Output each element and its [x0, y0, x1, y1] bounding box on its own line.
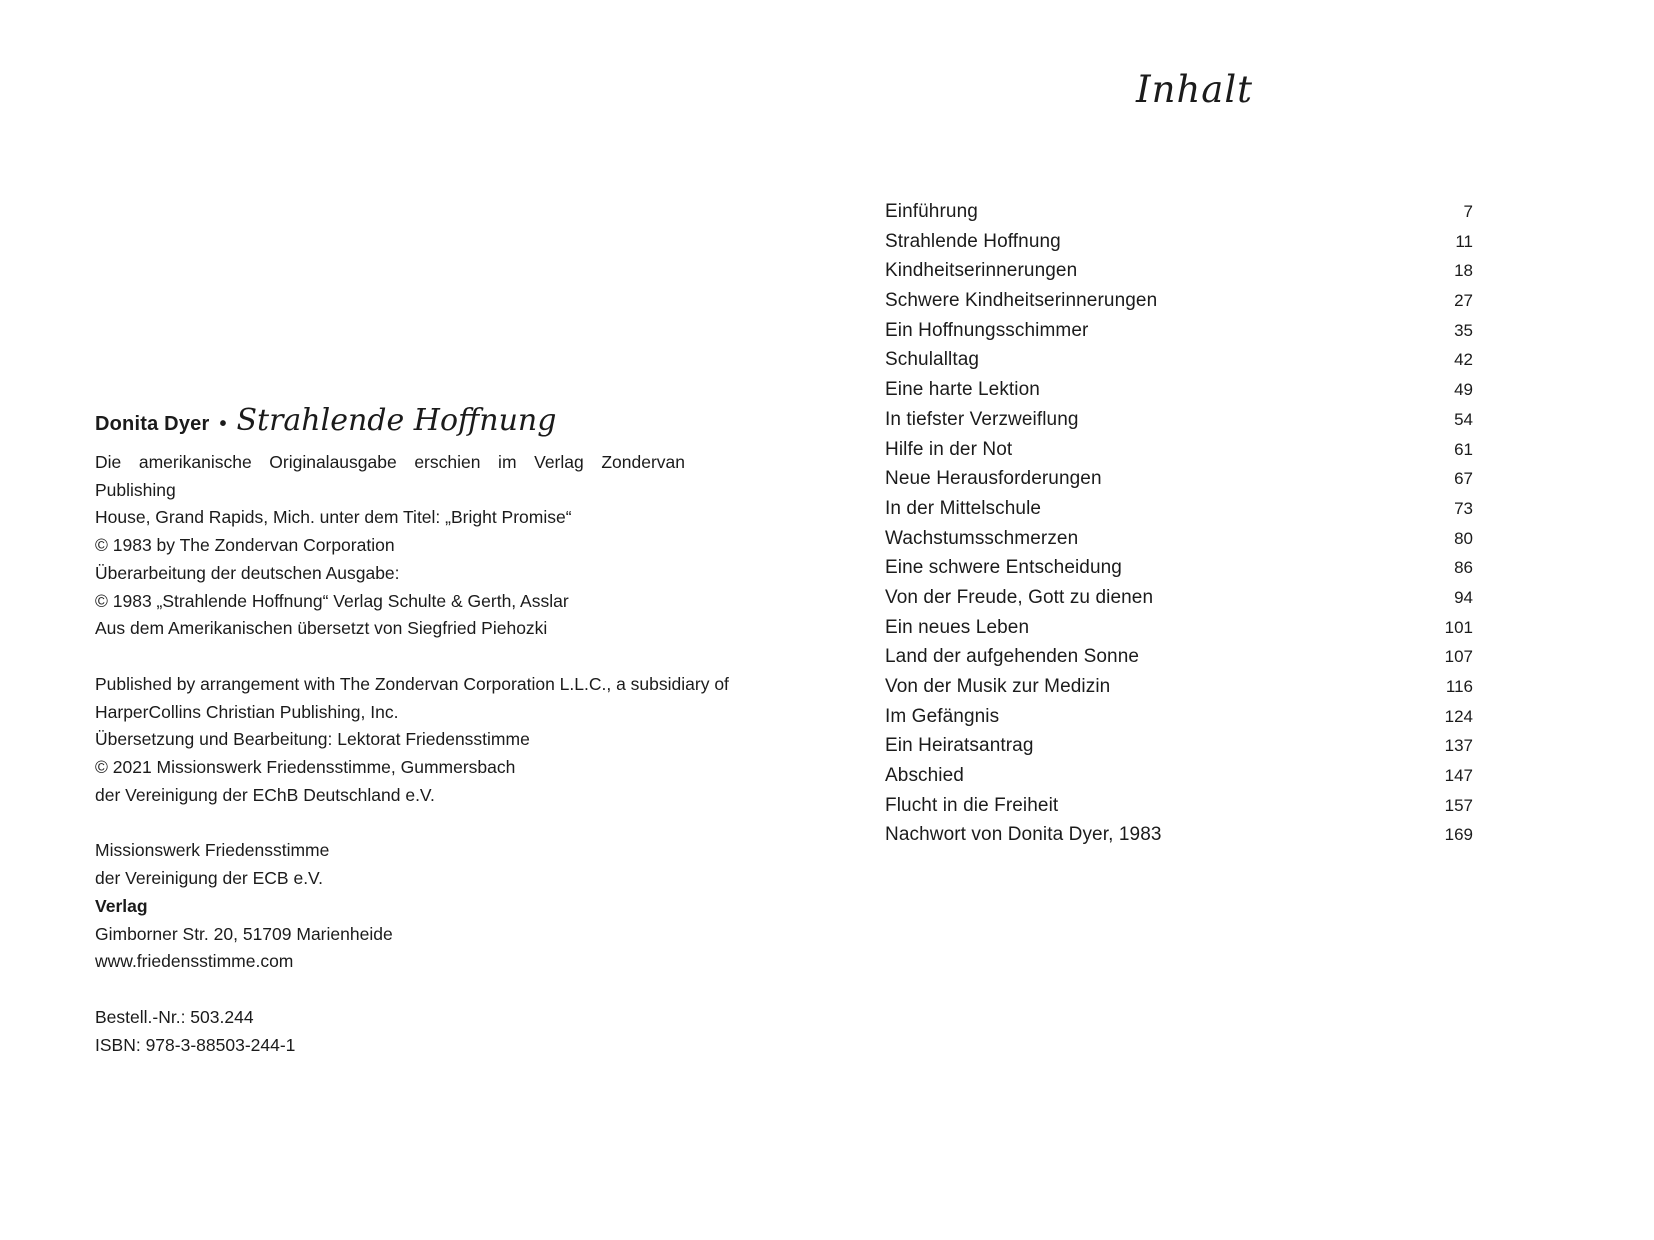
toc-row [885, 409, 1473, 439]
order-block [95, 1004, 685, 1059]
publisher-association: der Vereinigung der ECB e.V. [95, 868, 323, 889]
toc-entry-page: 137 [1444, 736, 1473, 756]
toc-entry-page: 124 [1444, 706, 1473, 726]
imprint-page [95, 403, 729, 1059]
toc-entry-title: Kindheitserinnerungen [885, 260, 1078, 282]
toc-entry-page: 11 [1455, 231, 1473, 251]
toc-row [885, 676, 1473, 706]
toc-entry-page: 54 [1454, 409, 1473, 429]
imprint-line: © 1983 by The Zondervan Corporation [95, 535, 395, 556]
publisher-address: Gimborner Str. 20, 51709 Marienheide [95, 923, 393, 944]
toc-row [885, 379, 1473, 409]
toc-row [885, 201, 1473, 231]
toc-entry-title: Neue Herausforderungen [885, 468, 1102, 490]
toc-entry-title: Nachwort von Donita Dyer, 1983 [885, 824, 1162, 846]
toc-row [885, 468, 1473, 498]
toc-entry-page: 42 [1454, 350, 1473, 370]
toc-entry-title: Von der Freude, Gott zu dienen [885, 586, 1154, 608]
toc-row [885, 824, 1473, 854]
toc-entry-page: 80 [1454, 528, 1473, 548]
publisher-website: www.friedensstimme.com [95, 951, 294, 972]
imprint-line: © 2021 Missionswerk Friedensstimme, Gummersbach [95, 757, 516, 778]
arrangement-block [95, 671, 729, 810]
toc-entry-page: 157 [1444, 795, 1473, 815]
toc-row [885, 617, 1473, 647]
toc-entry-title: Flucht in die Freiheit [885, 794, 1059, 816]
imprint-line: Überarbeitung der deutschen Ausgabe: [95, 562, 400, 583]
publisher-block [95, 837, 685, 976]
toc-entry-title: Eine schwere Entscheidung [885, 557, 1122, 579]
toc-entry-title: Von der Musik zur Medizin [885, 676, 1111, 697]
imprint-line: Published by arrangement with The Zondervan Corporation L.L.C., a subsidiary of [95, 673, 729, 694]
toc-entry-page: 61 [1454, 439, 1473, 459]
imprint-line: der Vereinigung der EChB Deutschland e.V. [95, 784, 435, 805]
toc-entry-page: 107 [1444, 647, 1473, 667]
toc-entry-page: 101 [1444, 617, 1473, 637]
toc-entry-title: In der Mittelschule [885, 497, 1042, 519]
toc-entry-title: Strahlende Hoffnung [885, 230, 1061, 252]
toc-entry-page: 27 [1454, 291, 1473, 311]
toc-entry-page: 67 [1454, 469, 1473, 489]
toc-row [885, 557, 1473, 587]
toc-list [885, 201, 1473, 854]
toc-entry-title: In tiefster Verzweiflung [885, 408, 1079, 430]
toc-row [885, 795, 1473, 825]
toc-row [885, 706, 1473, 736]
publisher-name: Missionswerk Friedensstimme [95, 840, 330, 861]
toc-entry-page: 49 [1454, 380, 1473, 400]
imprint-line: HarperCollins Christian Publishing, Inc. [95, 701, 399, 722]
toc-row [885, 498, 1473, 528]
book-title-script: Strahlende Hoffnung [236, 403, 557, 438]
toc-entry-title: Schwere Kindheitserinnerungen [885, 290, 1158, 312]
toc-entry-page: 94 [1454, 587, 1473, 607]
toc-row [885, 290, 1473, 320]
publisher-label: Verlag [95, 895, 148, 916]
imprint-line: House, Grand Rapids, Mich. unter dem Titel: „Bright Promise“ [95, 507, 572, 528]
toc-entry-page: 169 [1444, 825, 1473, 845]
toc-entry-page: 147 [1444, 766, 1473, 786]
imprint-line: Übersetzung und Bearbeitung: Lektorat Friedensstimme [95, 729, 530, 750]
toc-entry-page: 7 [1463, 202, 1473, 221]
toc-entry-title: Einführung [885, 201, 978, 222]
toc-entry-title: Land der aufgehenden Sonne [885, 646, 1140, 668]
toc-entry-page: 116 [1445, 677, 1473, 696]
toc-entry-title: Ein neues Leben [885, 616, 1030, 638]
imprint-line: Die amerikanische Originalausgabe erschien im Verlag Zondervan Publishing [95, 452, 685, 500]
toc-row [885, 439, 1473, 469]
bullet-separator: • [219, 413, 227, 435]
toc-row [885, 765, 1473, 795]
toc-row [885, 320, 1473, 350]
edition-block [95, 449, 685, 643]
byline [95, 403, 685, 449]
toc-entry-page: 73 [1454, 498, 1473, 518]
toc-entry-page: 18 [1454, 261, 1473, 281]
imprint-line: © 1983 „Strahlende Hoffnung“ Verlag Schulte & Gerth, Asslar [95, 590, 569, 611]
author-name: Donita Dyer [95, 413, 210, 435]
imprint-line: Aus dem Amerikanischen übersetzt von Siegfried Piehozki [95, 618, 548, 639]
toc-entry-page: 35 [1454, 320, 1473, 340]
toc-row [885, 528, 1473, 558]
toc-entry-title: Schulalltag [885, 349, 980, 371]
toc-row [885, 735, 1473, 765]
toc-row [885, 587, 1473, 617]
toc-entry-title: Abschied [885, 765, 964, 787]
toc-row [885, 646, 1473, 676]
toc-entry-title: Eine harte Lektion [885, 379, 1040, 401]
toc-entry-title: Wachstumsschmerzen [885, 527, 1079, 549]
toc-row [885, 260, 1473, 290]
toc-entry-title: Im Gefängnis [885, 705, 1000, 727]
order-number: Bestell.-Nr.: 503.244 [95, 1006, 254, 1027]
toc-entry-page: 86 [1454, 558, 1473, 578]
toc-heading: Inhalt [1136, 68, 1254, 111]
isbn: ISBN: 978-3-88503-244-1 [95, 1034, 296, 1055]
toc-entry-title: Hilfe in der Not [885, 438, 1013, 460]
toc-entry-title: Ein Heiratsantrag [885, 735, 1034, 757]
toc-row [885, 349, 1473, 379]
toc-row [885, 231, 1473, 261]
toc-entry-title: Ein Hoffnungsschimmer [885, 319, 1089, 341]
